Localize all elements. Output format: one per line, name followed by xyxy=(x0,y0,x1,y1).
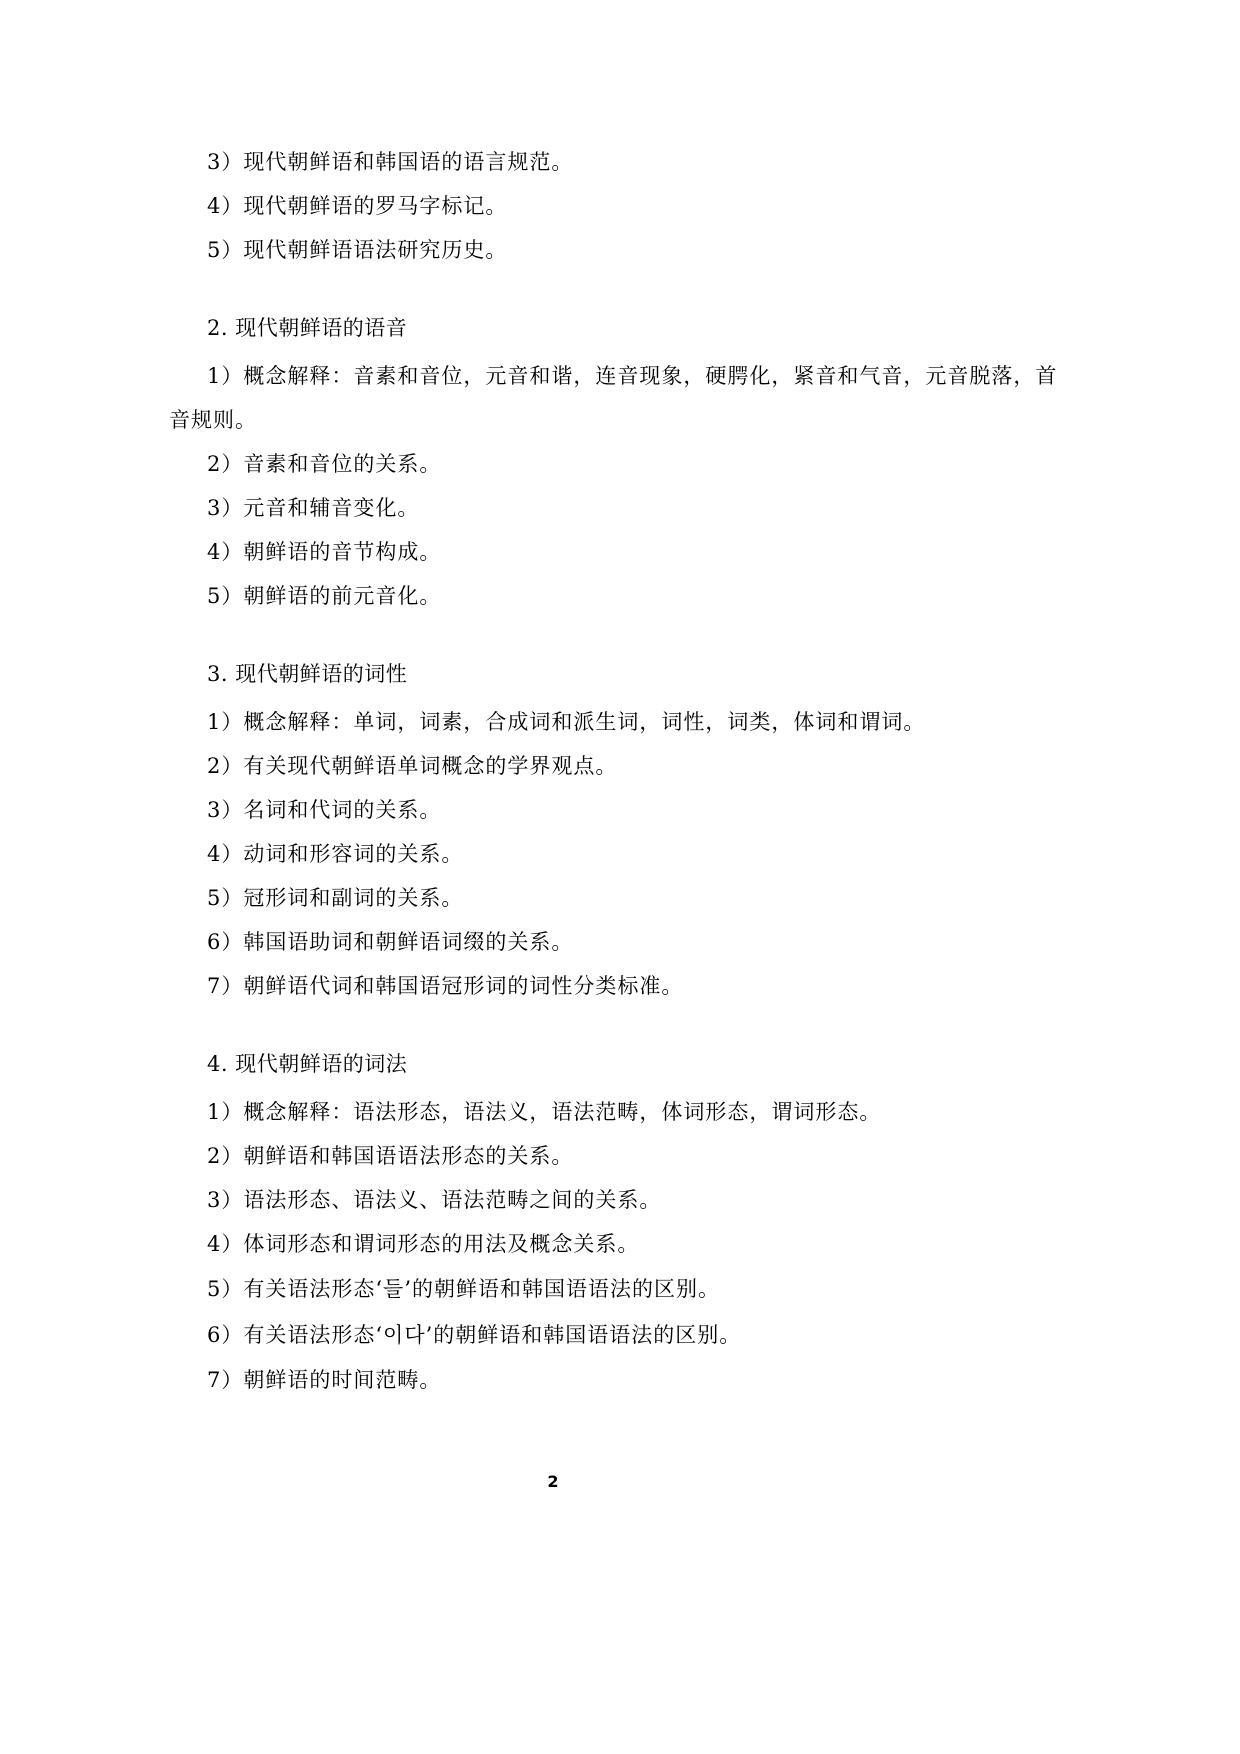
list-item: 4）现代朝鲜语的罗马字标记。 xyxy=(207,194,508,218)
list-item: 5）现代朝鲜语语法研究历史。 xyxy=(207,238,508,262)
list-item: 4）朝鲜语的音节构成。 xyxy=(207,540,442,564)
section-heading: 3. 现代朝鲜语的词性 xyxy=(207,662,408,686)
section-intro-continued xyxy=(169,140,1079,272)
section-heading: 4. 现代朝鲜语的词法 xyxy=(207,1052,408,1076)
section-heading: 2. 现代朝鲜语的语音 xyxy=(207,316,408,340)
list-item: 2）朝鲜语和韩国语语法形态的关系。 xyxy=(207,1144,574,1168)
list-item: 6）韩国语助词和朝鲜语词缀的关系。 xyxy=(207,930,574,954)
list-item: 5）有关语法形态‘들’的朝鲜语和韩国语语法的区别。 xyxy=(207,1277,720,1301)
list-item: 1）概念解释：语法形态，语法义，语法范畴，体词形态，谓词形态。 xyxy=(207,1100,882,1124)
page-number: 2 xyxy=(547,1472,559,1491)
list-item: 3）名词和代词的关系。 xyxy=(207,798,442,822)
section-morphology xyxy=(169,1042,1079,1402)
list-item: 7）朝鲜语代词和韩国语冠形词的词性分类标准。 xyxy=(207,974,684,998)
list-item: 2）音素和音位的关系。 xyxy=(207,452,442,476)
list-item: 6）有关语法形态‘이다’的朝鲜语和韩国语语法的区别。 xyxy=(207,1323,742,1347)
section-phonetics xyxy=(169,306,1079,618)
section-parts-of-speech xyxy=(169,652,1079,1008)
list-item: 5）冠形词和副词的关系。 xyxy=(207,886,464,910)
list-item: 3）现代朝鲜语和韩国语的语言规范。 xyxy=(207,150,574,174)
list-item: 3）语法形态、语法义、语法范畴之间的关系。 xyxy=(207,1188,662,1212)
list-item: 4）体词形态和谓词形态的用法及概念关系。 xyxy=(207,1232,640,1256)
list-item: 2）有关现代朝鲜语单词概念的学界观点。 xyxy=(207,754,618,778)
list-item: 7）朝鲜语的时间范畴。 xyxy=(207,1368,442,1392)
document-page xyxy=(169,140,1079,1402)
list-item: 1）概念解释：单词，词素，合成词和派生词，词性，词类，体词和谓词。 xyxy=(207,710,926,734)
list-item: 1）概念解释：音素和音位，元音和谐，连音现象，硬腭化，紧音和气音，元音脱落，首音规则。 xyxy=(169,364,1058,432)
list-item: 4）动词和形容词的关系。 xyxy=(207,842,464,866)
list-item: 5）朝鲜语的前元音化。 xyxy=(207,584,442,608)
list-item: 3）元音和辅音变化。 xyxy=(207,496,420,520)
